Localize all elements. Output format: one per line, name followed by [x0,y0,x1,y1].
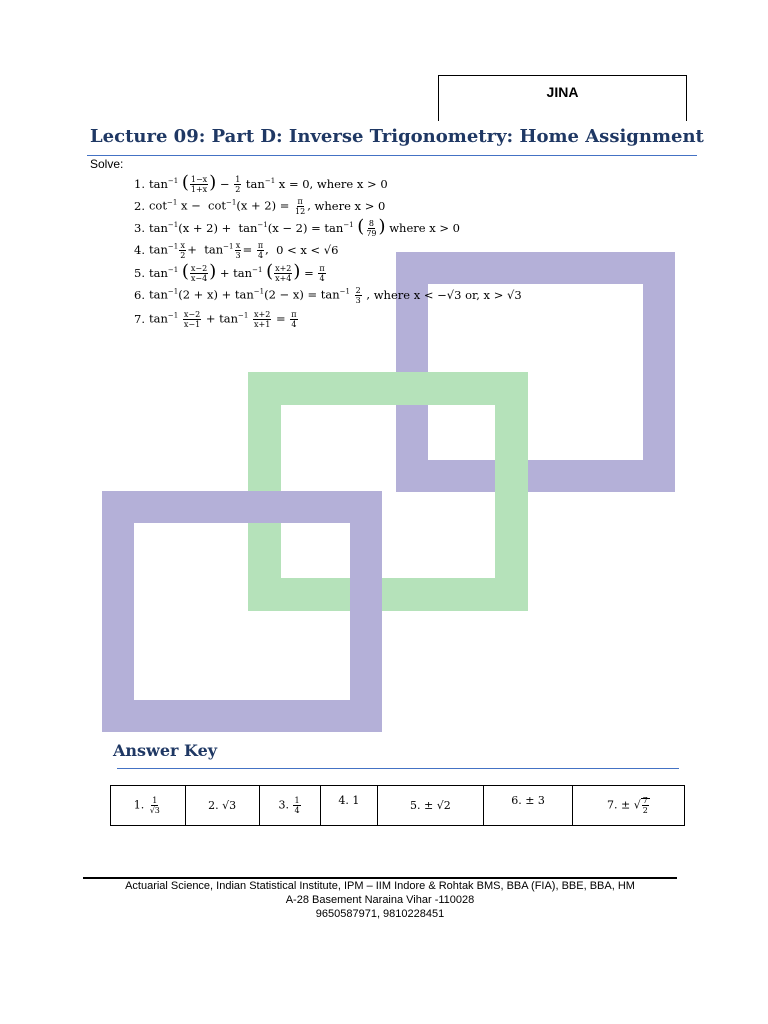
title-rule [87,155,697,156]
answer-cell-7: 7. ± √ $\frac{7}{2}$ [572,786,684,826]
answer-text: 6. ± 3 [511,794,545,807]
question-math: $\cot^{-1} x - \cot^{-1}(x + 2)$ = $\frac{\pi}{12}$ , [148,196,315,216]
footer-line-3: 9650587971, 9810228451 [315,908,445,920]
question-condition: where x > 0 [316,177,388,191]
answer-cell-2 [185,786,259,826]
question-1 [134,173,388,195]
footer-line-2: A-28 Basement Naraina Vihar -110028 [285,894,475,906]
question-math: $\tan^{-1}(2 + x) + \tan^{-1}(2 - x) = \tan^{-1}$ $\frac{2}{3}$ , [148,285,374,305]
question-number: 6. [134,288,145,302]
answer-cell-5 [377,786,484,826]
answer-key-title: Answer Key [113,741,218,760]
page-title: Lecture 09: Part D: Inverse Trigonometry: Home Assignment [90,126,704,147]
question-number: 5. [134,266,145,280]
answer-text: 2. √3 [208,799,237,812]
question-condition: 0 < x < √6 [276,243,339,257]
answer-text: 7. ± [607,798,631,812]
question-math: $\tan^{-1}$ $\frac{x}{2}$ + $\tan^{-1}$ $\frac{x}{3}$ = $\frac{\pi}{4}$ , [148,240,277,260]
question-number: 2. [134,199,145,213]
question-math: $\tan^{-1}$ $\frac{x-2}{x-1}$ + $\tan^{-1}$ $\frac{x+2}{x+1}$ = $\frac{\pi}{4}$ [148,309,297,329]
question-number: 3. [134,221,145,235]
answer-cell-4 [321,786,377,826]
question-math: $\tan^{-1}$ ( $\frac{1-x}{1+x}$ ) − $\frac{1}{2}$ $\tan^{-1} x = 0$, [148,171,317,195]
decor-square-purple-bottom [102,491,382,732]
question-7 [134,308,299,330]
footer-rule [83,877,677,879]
question-6 [134,284,522,306]
solve-label: Solve: [90,157,124,171]
question-2 [134,195,385,217]
question-5 [134,262,327,284]
question-4 [134,239,338,261]
answer-key-rule [117,768,679,769]
question-condition: where x > 0 [314,199,386,213]
logo-text: JINA [546,84,579,100]
question-number: 4. [134,243,145,257]
answer-key-table [110,785,685,826]
answer-text: 1. [133,798,145,812]
answer-cell-3: 3. $\frac{1}{4}$ [259,786,321,826]
answer-cell-6 [484,786,573,826]
question-condition: where x < −√3 or, x > √3 [373,288,522,302]
logo-box [438,75,687,121]
question-number: 1. [134,177,145,191]
question-3 [134,217,460,239]
footer-line-1: Actuarial Science, Indian Statistical Institute, IPM – IIM Indore & Rohtak BMS, BBA (FIA), BBE, BBA, HM [125,880,635,892]
answer-text: 5. ± √2 [410,799,451,812]
question-math: $\tan^{-1}$ ( $\frac{x-2}{x-4}$ ) + $\tan^{-1}$ ( $\frac{x+2}{x+4}$ ) = $\frac{\pi}{4}$ [148,260,325,284]
answer-cell-1: 1. $\frac{1}{√3}$ [111,786,186,826]
question-math: $\tan^{-1}(x + 2) + \tan^{-1}(x - 2) = \tan^{-1}$ ( $\frac{8}{79}$ ) [148,215,386,239]
answer-text: 3. [278,798,289,812]
question-number: 7. [134,312,145,326]
answer-text: 4. 1 [338,794,360,807]
question-condition: where x > 0 [389,221,460,235]
